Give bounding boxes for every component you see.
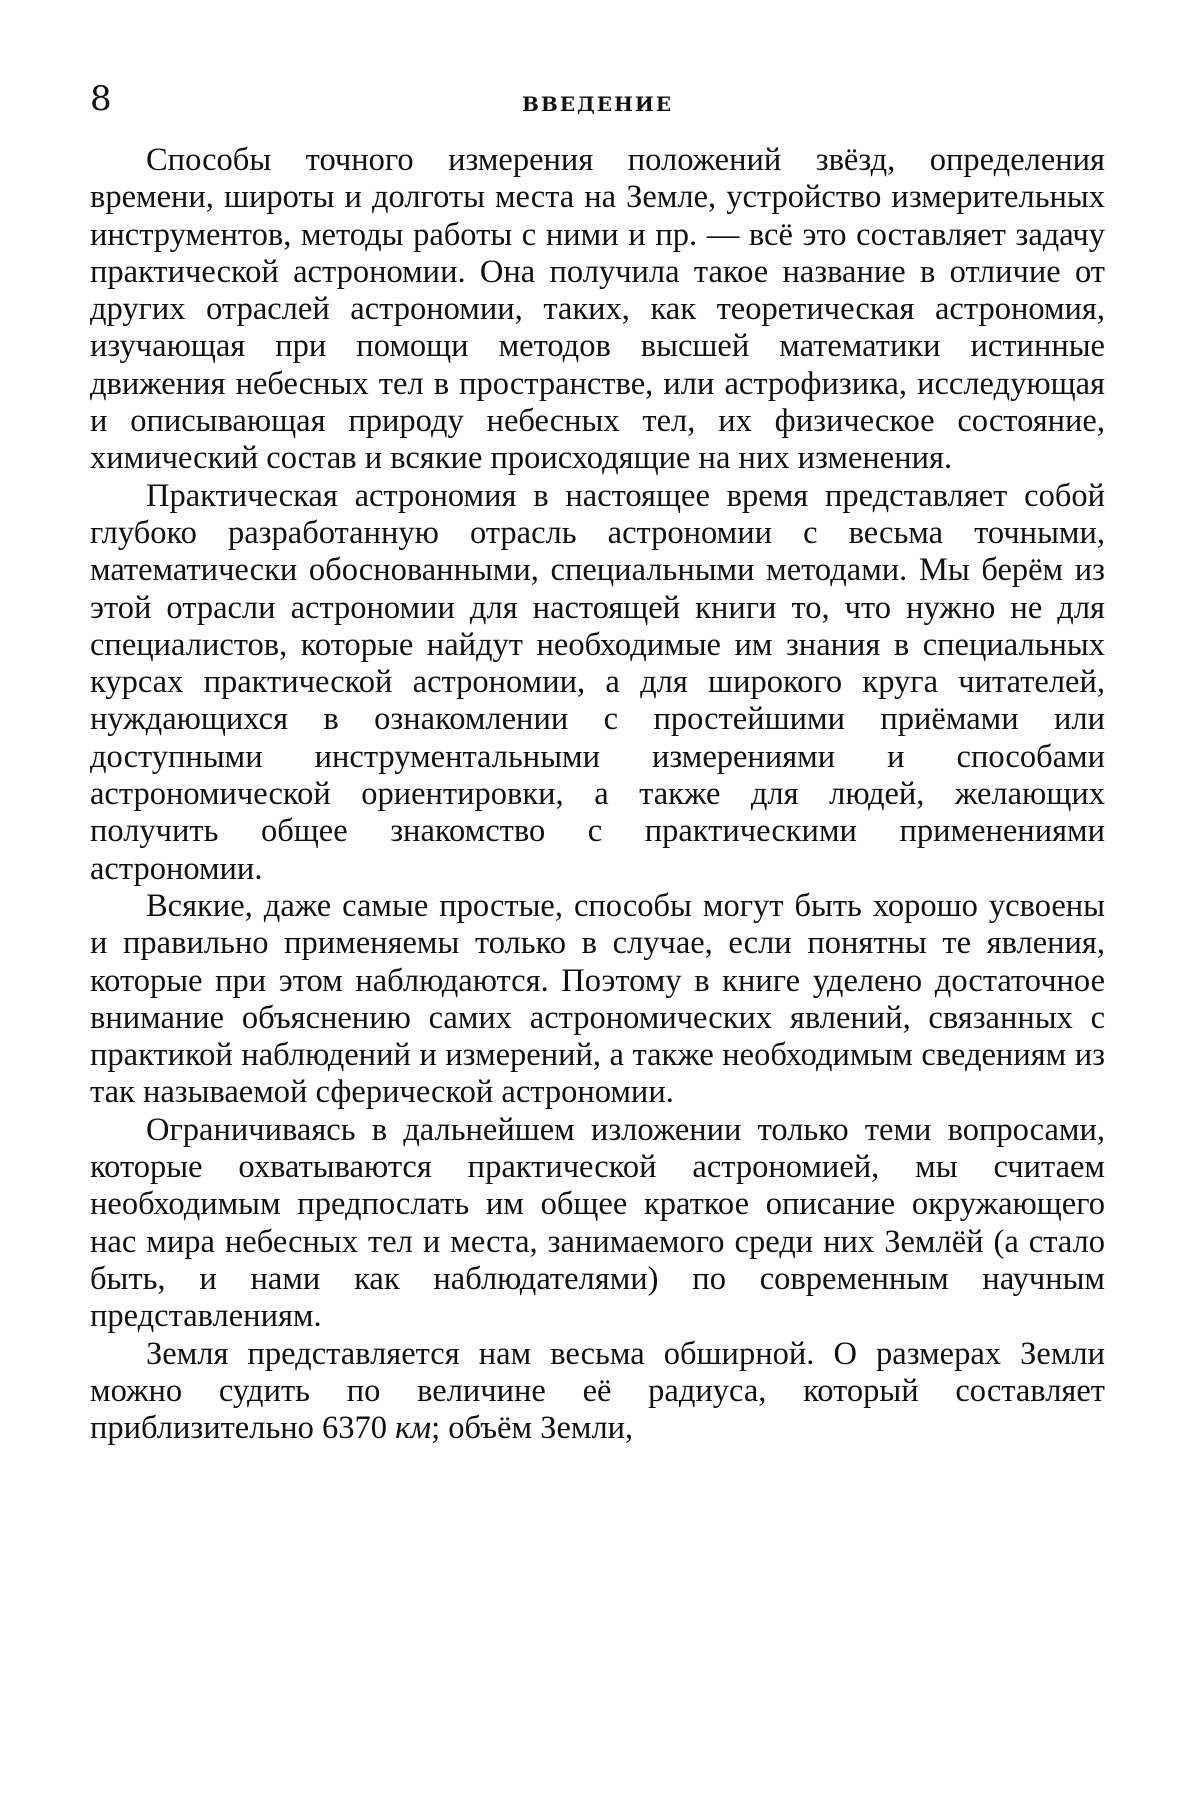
paragraph-5-text-after: ; объём Земли, <box>431 1410 634 1447</box>
page-header <box>90 79 1105 142</box>
running-head: ВВЕДЕНИЕ <box>521 92 674 116</box>
paragraph-3: Всякие, даже самые простые, способы могут быть хорошо усвоены и правильно применяемы только в случае, если понятны те явления, которые при этом наблюдаются. Поэтому в книге уделено достаточное внимание объяснению самих астрономических явлений, связанных с практикой наблюдений и измерений, а также необходимым сведениям из так называемой сферической астрономии. <box>90 887 1105 1111</box>
paragraph-5-text-before: Земля представляется нам весьма обширной. О размерах Земли можно судить по величине её радиуса, который составляет приблизительно 6370 <box>90 1335 1105 1447</box>
paragraph-2: Практическая астрономия в настоящее время представляет собой глубоко разработанную отрасль астрономии с весьма точными, математически обоснованными, специальными методами. Мы берём из этой отрасли астрономии для настоящей книги то, что нужно не для специалистов, которые найдут необходимые им знания в специальных курсах практической астрономии, а для широкого круга читателей, нуждающихся в ознакомлении с простейшими приёмами или доступными инструментальными измерениями и способами астрономической ориентировки, а также для людей, желающих получить общее знакомство с практическими применениями астрономии. <box>90 477 1105 887</box>
paragraph-1: Способы точного измерения положений звёзд, определения времени, широты и долготы места на Земле, устройство измерительных инструментов, методы работы с ними и пр. — всё это составляет задачу практической астрономии. Она получила такое название в отличие от других отраслей астрономии, таких, как теоретическая астрономия, изучающая при помощи методов высшей математики истинные движения небесных тел в пространстве, или астрофизика, исследующая и описывающая природу небесных тел, их физическое состояние, химический состав и всякие происходящие на них изменения. <box>90 142 1105 477</box>
unit-km: км <box>395 1410 432 1447</box>
body-text <box>90 142 1105 1447</box>
paragraph-4: Ограничиваясь в дальнейшем изложении только теми вопросами, которые охватываются практической астрономией, мы считаем необходимым предпослать им общее краткое описание окружающего нас мира небесных тел и места, занимаемого среди них Землёй (а стало быть, и нами как наблюдателями) по современным научным представлениям. <box>90 1111 1105 1335</box>
paragraph-5 <box>90 1336 1105 1448</box>
book-page <box>90 79 1105 1447</box>
page-number: 8 <box>90 79 112 119</box>
